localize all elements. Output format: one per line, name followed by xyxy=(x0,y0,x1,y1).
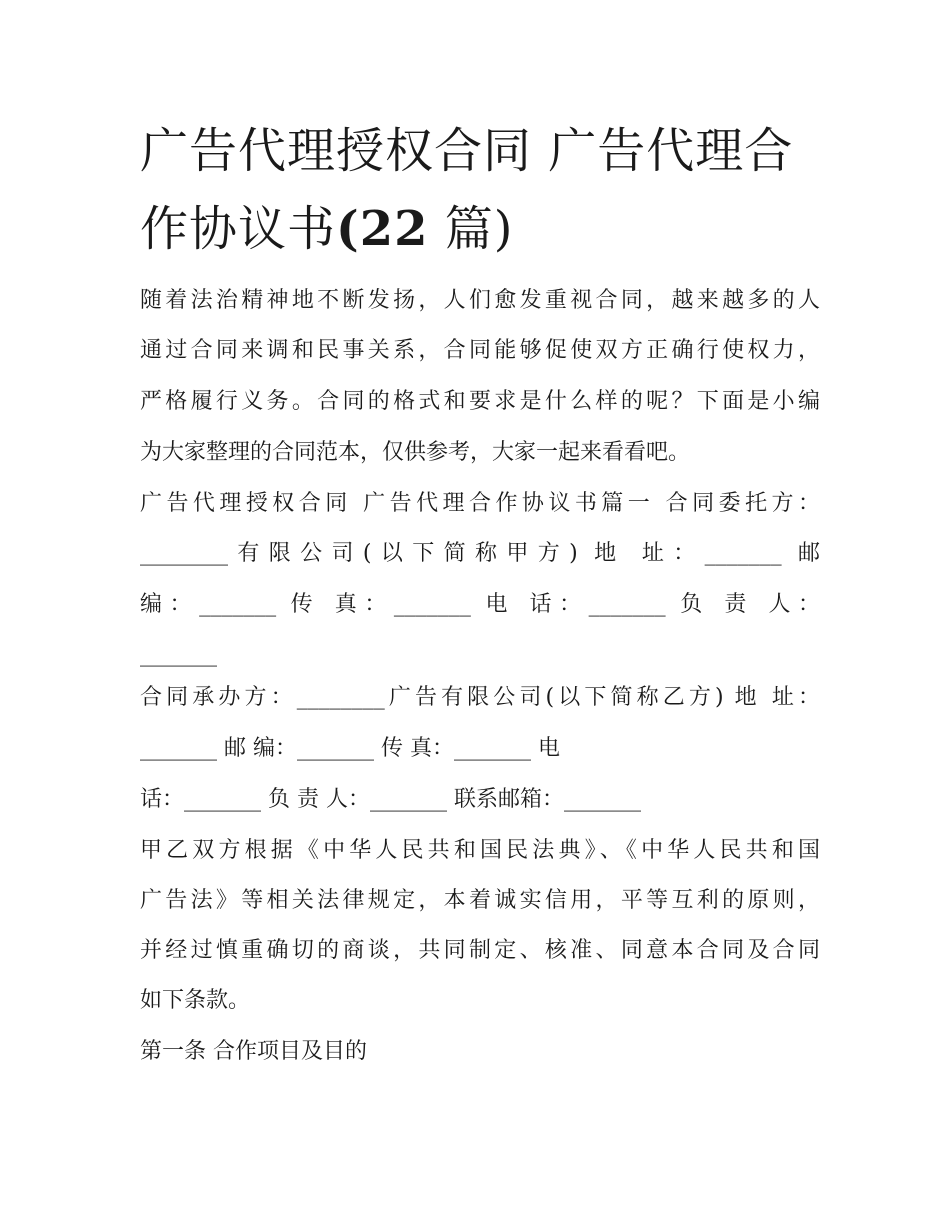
title-line-2-suffix: 篇) xyxy=(428,201,514,257)
document-title xyxy=(140,112,820,268)
title-line-2-prefix: 作协议书 xyxy=(140,201,337,257)
agreement-line-1: 甲乙双方根据《中华人民共和国民法典》、《中华人民共和国 xyxy=(140,838,820,863)
party-a-line-1: ________有限公司(以下简称甲方) 地 址：_______ 邮 xyxy=(140,541,820,566)
agreement-line-4: 如下条款。 xyxy=(140,988,251,1013)
title-line-2-count: (22 xyxy=(336,201,429,257)
agreement-line-2: 广告法》等相关法律规定，本着诚实信用，平等互利的原则， xyxy=(140,888,820,913)
agreement-line-3: 并经过慎重确切的商谈，共同制定、核准、同意本合同及合同 xyxy=(140,938,820,963)
party-a-line-3: _______ xyxy=(140,642,217,667)
section-heading-line: 广告代理授权合同 广告代理合作协议书篇一 合同委托方： xyxy=(140,491,820,516)
party-b-line-3: 话：_______ 负 责 人：_______ 联系邮箱：_______ xyxy=(140,787,641,812)
party-a-line-2: 编：_______ 传 真：_______ 电 话：_______ 负 责 人： xyxy=(140,592,820,617)
party-b-line-2: _______ 邮 编：_______ 传 真：_______ 电 xyxy=(140,736,560,761)
intro-line-4: 为大家整理的合同范本，仅供参考，大家一起来看看吧。 xyxy=(140,440,691,465)
intro-line-2: 通过合同来调和民事关系，合同能够促使双方正确行使权力， xyxy=(140,338,820,363)
intro-line-3: 严格履行义务。合同的格式和要求是什么样的呢？下面是小编 xyxy=(140,389,820,414)
article-1-heading: 第一条 合作项目及目的 xyxy=(140,1039,367,1064)
party-b-line-1: 合同承办方：________广告有限公司(以下简称乙方) 地 址： xyxy=(140,685,820,710)
intro-line-1: 随着法治精神地不断发扬，人们愈发重视合同，越来越多的人 xyxy=(140,288,820,313)
title-line-1: 广告代理授权合同 广告代理合 xyxy=(140,123,794,179)
